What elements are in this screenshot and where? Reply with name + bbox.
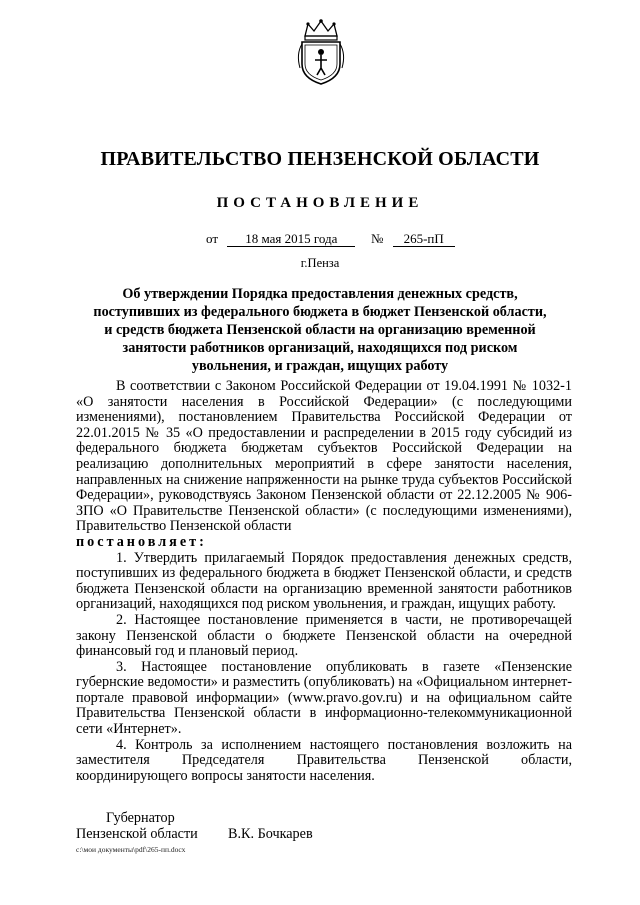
number-line [371, 231, 455, 247]
heading-line: поступивших из федерального бюджета в бюджет Пензенской области, [93, 304, 547, 320]
item-paragraph-3: 3. Настоящее постановление опубликовать в газете «Пензенские губернские ведомости» и разместить (опубликовать) на «Официальном интернет-портале правовой информации» (www.pravo.gov.ru) и на официальном сайте Правительства Пензенской области в информационно-телекоммуникационной сети «Интернет». [76, 658, 572, 738]
item-paragraph-2: 2. Настоящее постановление применяется в части, не противоречащей закону Пензенской области о бюджете Пензенской области на очередной финансовый год и плановый период. [76, 611, 572, 660]
government-title: ПРАВИТЕЛЬСТВО ПЕНЗЕНСКОЙ ОБЛАСТИ [100, 148, 540, 170]
item-paragraph-4: 4. Контроль за исполнением настоящего постановления возложить на заместителя Председателя Правительства Пензенской области, координирующего вопросы занятости населения. [76, 736, 572, 784]
file-path: c:\мои документы\pdf\265-пп.docx [76, 845, 186, 854]
date-line [206, 231, 355, 247]
document-type: ПОСТАНОВЛЕНИЕ [216, 195, 424, 211]
heading-line: занятости работников организаций, находящихся под риском [122, 340, 518, 356]
number-prefix: № [371, 231, 384, 246]
document-heading [70, 285, 570, 375]
heading-line: Об утверждении Порядка предоставления денежных средств, [122, 286, 518, 302]
heading-line: и средств бюджета Пензенской области на организацию временной [104, 322, 536, 338]
signatory-position-line1: Губернатор [106, 810, 175, 826]
heading-line: увольнения, и граждан, ищущих работу [191, 358, 449, 374]
signature-block [76, 810, 313, 842]
resolves-word: постановляет: [76, 533, 207, 550]
document-date: 18 мая 2015 года [227, 232, 355, 247]
item-paragraph-1: 1. Утвердить прилагаемый Порядок предоставления денежных средств, поступивших из федерального бюджета в бюджет Пензенской области, и средств бюджета Пензенской области на организацию временной занятости работников организаций, находящихся под риском увольнения, и граждан, ищущих работу. [76, 549, 572, 613]
document-body [76, 379, 572, 784]
date-prefix: от [206, 231, 219, 246]
document-number: 265-пП [393, 232, 455, 247]
coat-of-arms-icon [295, 18, 347, 86]
resolves-line [76, 535, 572, 551]
signatory-position-line2: Пензенской области [76, 826, 198, 842]
signatory-name: В.К. Бочкарев [228, 826, 313, 842]
city: г.Пенза [300, 256, 340, 270]
preamble-paragraph: В соответствии с Законом Российской Федерации от 19.04.1991 № 1032-1 «О занятости населения в Российской Федерации» (с последующими изменениями), постановлением Правительства Российской Федерации от 22.01.2015 № 35 «О предоставлении и распределении в 2015 году субсидий из федерального бюджета бюджетам субъектов Российской Федерации на реализацию дополнительных мероприятий в сфере занятости населения, направленных на снижение напряженности на рынке труда субъектов Российской Федерации», руководствуясь Законом Пензенской области от 22.12.2005 № 906-ЗПО «О Правительстве Пензенской области» (с последующими изменениями), Правительство Пензенской области [76, 378, 572, 535]
